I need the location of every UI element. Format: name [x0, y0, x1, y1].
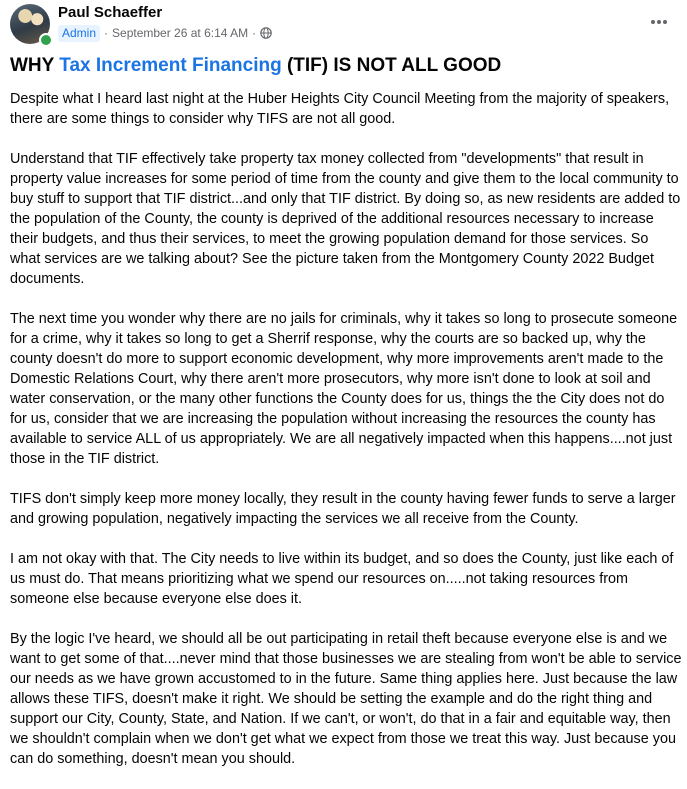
post-meta — [58, 24, 272, 42]
online-status-indicator — [39, 33, 53, 47]
post-paragraph: The next time you wonder why there are no jails for criminals, why it takes so long to prosecute someone for a crime, why it takes so long to get a Sherrif response, why the courts are so backed up, why the county doesn't do more to support economic development, why more improvements aren't made to the Domestic Relations Court, why there aren't more prosecutors, why more isn't done to look at soil and water conservation, or the many other functions the County does for us, things the the City does not do for us, consider that we are increasing the population without increasing the resources the county has available to service ALL of us appropriately. We are all negatively impacted when this happens....not just those in the TIF district. — [10, 311, 678, 467]
post-body — [10, 89, 682, 789]
tif-hashtag-link[interactable]: Tax Increment Financing — [59, 55, 282, 76]
more-options-button[interactable] — [642, 8, 676, 36]
globe-icon[interactable] — [260, 27, 272, 39]
more-options-icon — [650, 19, 668, 25]
post-paragraph: Understand that TIF effectively take property tax money collected from "developments" that result in property value increases for some period of time from the county and give them to the local community to buy stuff to support that TIF district...and only that TIF district. By doing so, as new residents are added to the population of the County, the county is deprived of the additional resources necessary to increase their budgets, and thus their services, to meet the growing population demand for those services. So what services are we talking about? See the picture taken from the Montgomery County 2022 Budget documents. — [10, 151, 681, 287]
post-paragraph: Despite what I heard last night at the Huber Heights City Council Meeting from the majority of speakers, there are some things to consider why TIFS are not all good. — [10, 91, 670, 127]
post-paragraph: I am not okay with that. The City needs to live within its budget, and so does the County, just like each of us must do. That means prioritizing what we spend our resources on.....not taking resources from someone else because everyone else does it. — [10, 551, 674, 607]
post-timestamp[interactable]: September 26 at 6:14 AM — [112, 26, 249, 40]
title-suffix: (TIF) IS NOT ALL GOOD — [281, 55, 502, 76]
author-name[interactable]: Paul Schaeffer — [58, 4, 163, 21]
title-prefix: WHY — [10, 55, 60, 76]
post-paragraph: TIFS don't simply keep more money locally, they result in the county having fewer funds to serve a larger and growing population, negatively impacting the services we all receive from the County. — [10, 491, 676, 527]
meta-separator: · — [104, 26, 109, 40]
post-paragraph: By the logic I've heard, we should all be out participating in retail theft because everyone else is and we want to get some of that....never mind that those businesses we are stealing from won't be able to service our needs as we have grown accustomed to in the future. Same thing applies here. Just because the law allows these TIFS, doesn't make it right. We should be setting the example and do the right thing and support our City, County, State, and Nation. If we can't, or won't, do that in a fair and equitable way, then we shouldn't complain when we don't get what we expect from those we treat this way. Just because you can do something, doesn't mean you should. — [10, 631, 682, 767]
post-title — [10, 54, 680, 78]
post-header — [0, 0, 687, 46]
admin-badge[interactable]: Admin — [58, 25, 100, 42]
meta-separator-2: · — [252, 26, 257, 40]
